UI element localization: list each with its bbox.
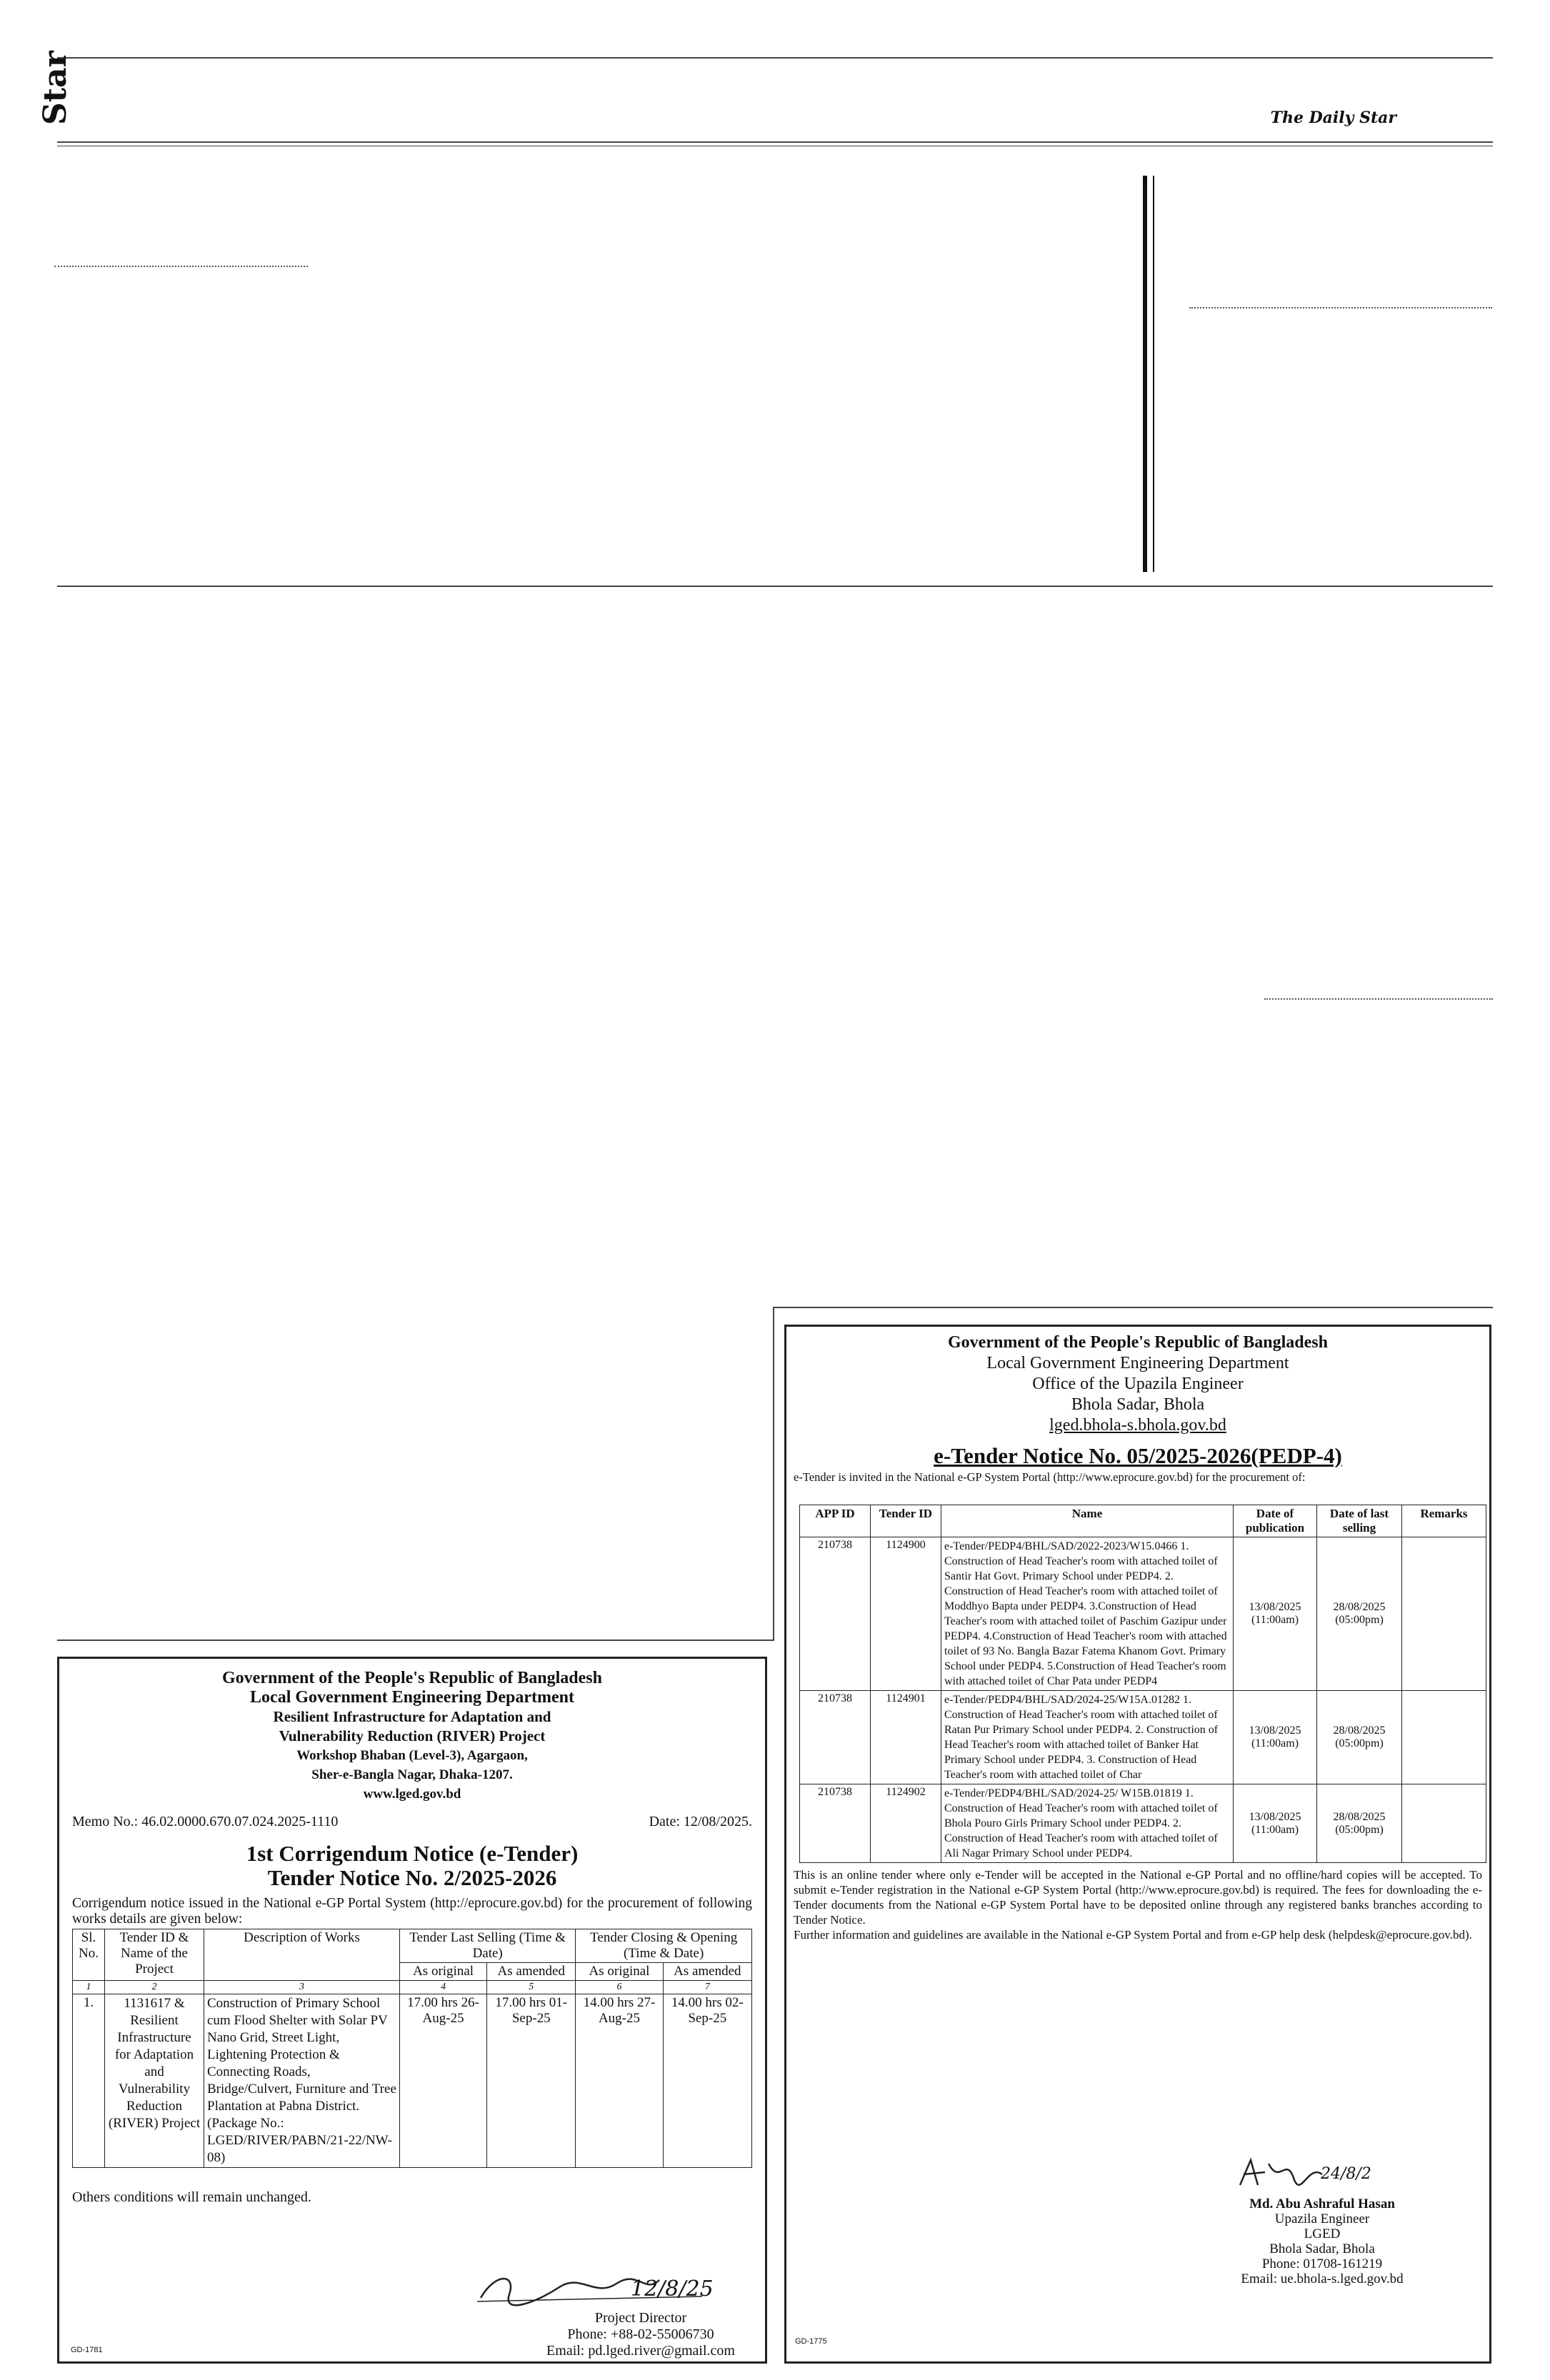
table-row (800, 1691, 1486, 1784)
signature-scribble (1236, 2156, 1329, 2192)
col-header: Remarks (1402, 1505, 1486, 1537)
cell-tender-id: 1124902 (871, 1784, 941, 1863)
signer-line: LGED (1304, 2226, 1341, 2241)
cell-sell-original: 17.00 hrs 26-Aug-25 (400, 1994, 487, 2168)
star-logo: Star (37, 51, 74, 125)
signer-phone: Phone: +88-02-55006730 (567, 2326, 714, 2342)
cell-app-id: 210738 (800, 1537, 871, 1691)
footer-note: Others conditions will remain unchanged. (72, 2189, 311, 2205)
header-line: Sher-e-Bangla Nagar, Dhaka-1207. (311, 1767, 513, 1782)
signer-line: Upazila Engineer (1274, 2211, 1370, 2226)
memo-number: Memo No.: 46.02.0000.670.07.024.2025-1110 (72, 1814, 339, 1829)
cell-name: e-Tender/PEDP4/BHL/SAD/2022-2023/W15.0466 1. Construction of Head Teacher's room with attached toilet of Santir Hat Govt. Primary School under PEDP4. 2. Construction of Head Teacher's room with attached toilet of Moddhyo Bapta under PEDP4. 3.Construction of Head Teacher's room with attached toilet of Paschim Gazipur under PEDP4. 4.Construction of Head Teacher's room with attached toilet of 93 No. Bangla Bazar Fatema Khanom Govt. Primary School under PEDP4. 5.Construction of Head Teacher's room with attached toilet of Char Pata under PEDP4 (941, 1537, 1234, 1691)
dotted-separator (1264, 998, 1493, 1000)
table-row (73, 1994, 752, 2168)
col-header: Name (941, 1505, 1234, 1537)
col-header: As amended (487, 1963, 576, 1981)
ad-border-rule (773, 1307, 774, 1640)
cell-remarks (1402, 1784, 1486, 1863)
cell-publication: 13/08/2025 (11:00am) (1234, 1691, 1317, 1784)
tender-notice-pedp4 (784, 1325, 1491, 2364)
cell-tender-id: 1124901 (871, 1691, 941, 1784)
tender-notice-river (57, 1657, 767, 2364)
cell-sl: 1. (73, 1994, 105, 2168)
notice-intro: e-Tender is invited in the National e-GP System Portal (http://www.eprocure.gov.bd) for the procurement of: (794, 1470, 1306, 1484)
memo-date: Date: 12/08/2025. (649, 1814, 752, 1829)
notice-subtitle: Tender Notice No. 2/2025-2026 (267, 1865, 557, 1890)
col-header: Date of last selling (1317, 1505, 1402, 1537)
col-header: As original (576, 1963, 663, 1981)
cell-remarks (1402, 1691, 1486, 1784)
cell-last-selling: 28/08/2025 (05:00pm) (1317, 1691, 1402, 1784)
col-header: As original (400, 1963, 487, 1981)
col-header: Tender ID (871, 1505, 941, 1537)
column-divider-thin (1153, 176, 1154, 572)
cell-name: e-Tender/PEDP4/BHL/SAD/2024-25/ W15B.01819 1. Construction of Head Teacher's room with attached toilet of Bhola Pouro Girls Primary School under PEDP4. 2. Construction of Head Teacher's room with attached toilet of Ali Nagar Primary School under PEDP4. (941, 1784, 1234, 1863)
cell-app-id: 210738 (800, 1784, 871, 1863)
cell-publication: 13/08/2025 (11:00am) (1234, 1784, 1317, 1863)
col-number: 3 (204, 1981, 400, 1994)
terms-paragraph: This is an online tender where only e-Tender will be accepted in the National e-GP Portal and no offline/hard copies will be accepted. To submit e-Tender registration in the National e-GP System Portal (http://www.eprocure.gov.bd) is required. The fees for downloading the e- Tender documents from the National e-GP System Portal have to be deposited online through any registered banks branches according to Tender Notice. (794, 1868, 1482, 1927)
header-line: Local Government Engineering Department (986, 1354, 1289, 1372)
signer-title: Project Director (594, 2310, 687, 2326)
signature-date: 12/8/25 (631, 2276, 714, 2301)
cell-close-amended: 14.00 hrs 02-Sep-25 (663, 1994, 751, 2168)
header-line: www.lged.gov.bd (363, 1787, 461, 1802)
signer-line: Phone: 01708-161219 (1261, 2256, 1383, 2271)
signature-date: 24/8/2 (1321, 2165, 1371, 2183)
daily-star-logo: The Daily Star (1270, 109, 1396, 127)
section-rule (57, 586, 1493, 587)
cell-close-original: 14.00 hrs 27-Aug-25 (576, 1994, 663, 2168)
header-line: lged.bhola-s.bhola.gov.bd (1049, 1416, 1226, 1435)
col-header: APP ID (800, 1505, 871, 1537)
cell-app-id: 210738 (800, 1691, 871, 1784)
col-header: Sl. No. (73, 1929, 105, 1981)
header-line: Government of the People's Republic of Bangladesh (948, 1333, 1328, 1352)
dotted-separator (1189, 307, 1492, 308)
header-line: Resilient Infrastructure for Adaptation and (273, 1708, 551, 1725)
signer-line: Email: ue.bhola-s.lged.gov.bd (1241, 2271, 1404, 2286)
cell-description: Construction of Primary School cum Flood Shelter with Solar PV Nano Grid, Street Light, Lightening Protection & Connecting Roads, Bridge/Culvert, Furniture and Tree Plantation at Pabna District. (Package No.: LGED/RIVER/PABN/21-22/NW-08) (204, 1994, 400, 2168)
notice-title: 1st Corrigendum Notice (e-Tender) (246, 1841, 579, 1866)
cell-last-selling: 28/08/2025 (05:00pm) (1317, 1784, 1402, 1863)
signer-name: Md. Abu Ashraful Hasan (1249, 2196, 1395, 2211)
header-line: Workshop Bhaban (Level-3), Agargaon, (296, 1748, 528, 1763)
col-number: 2 (105, 1981, 204, 1994)
notice-header (72, 1669, 752, 1804)
cell-name: e-Tender/PEDP4/BHL/SAD/2024-25/W15A.01282 1. Construction of Head Teacher's room with attached toilet of Ratan Pur Primary School under PEDP4. 2. Construction of Head Teacher's room with attached toilet of Banker Hat Primary School under PEDP4. 3. Construction of Head Teacher's room with attached toilet of Char (941, 1691, 1234, 1784)
memo-line (72, 1814, 752, 1830)
masthead-rule (57, 141, 1493, 143)
top-rule (57, 57, 1493, 59)
corrigendum-table (72, 1929, 752, 2168)
header-line: Office of the Upazila Engineer (1032, 1375, 1244, 1393)
col-number: 1 (73, 1981, 105, 1994)
col-header: Date of publication (1234, 1505, 1317, 1537)
header-line: Government of the People's Republic of Bangladesh (222, 1669, 602, 1687)
info-paragraph: Further information and guidelines are available in the National e-GP System Portal and from e-GP help desk (helpdesk@eprocure.gov.bd). (794, 1928, 1472, 1942)
col-header: As amended (663, 1963, 751, 1981)
col-number: 6 (576, 1981, 663, 1994)
header-line: Vulnerability Reduction (RIVER) Project (279, 1727, 546, 1744)
cell-sell-amended: 17.00 hrs 01-Sep-25 (487, 1994, 576, 2168)
ad-border-rule (57, 1640, 774, 1641)
ad-code: GD-1781 (71, 2346, 103, 2354)
col-header: Tender ID & Name of the Project (105, 1929, 204, 1981)
ad-border-rule (773, 1307, 1493, 1308)
col-number: 5 (487, 1981, 576, 1994)
cell-last-selling: 28/08/2025 (05:00pm) (1317, 1537, 1402, 1691)
dotted-separator (54, 266, 308, 267)
cell-remarks (1402, 1537, 1486, 1691)
signer-email: Email: pd.lged.river@gmail.com (546, 2343, 735, 2359)
signer-line: Bhola Sadar, Bhola (1269, 2241, 1375, 2256)
column-divider (1143, 176, 1147, 572)
table-row (800, 1537, 1486, 1691)
tender-table (799, 1505, 1486, 1863)
notice-intro: Corrigendum notice issued in the National e-GP Portal System (http://eprocure.gov.bd) for the procurement of following works details are given below: (72, 1896, 752, 1927)
notice-title: e-Tender Notice No. 05/2025-2026(PEDP-4) (934, 1443, 1342, 1468)
ad-code: GD-1775 (795, 2337, 827, 2346)
col-number: 4 (400, 1981, 487, 1994)
cell-tender-id: 1124900 (871, 1537, 941, 1691)
col-header: Tender Closing & Opening (Time & Date) (576, 1929, 752, 1963)
header-line: Local Government Engineering Department (250, 1688, 574, 1707)
col-header: Tender Last Selling (Time & Date) (400, 1929, 576, 1963)
header-line: Bhola Sadar, Bhola (1071, 1395, 1205, 1414)
table-row (800, 1784, 1486, 1863)
col-header: Description of Works (204, 1929, 400, 1981)
cell-tender: 1131617 & Resilient Infrastructure for Adaptation and Vulnerability Reduction (RIVER) Project (105, 1994, 204, 2168)
col-number: 7 (663, 1981, 751, 1994)
cell-publication: 13/08/2025 (11:00am) (1234, 1537, 1317, 1691)
